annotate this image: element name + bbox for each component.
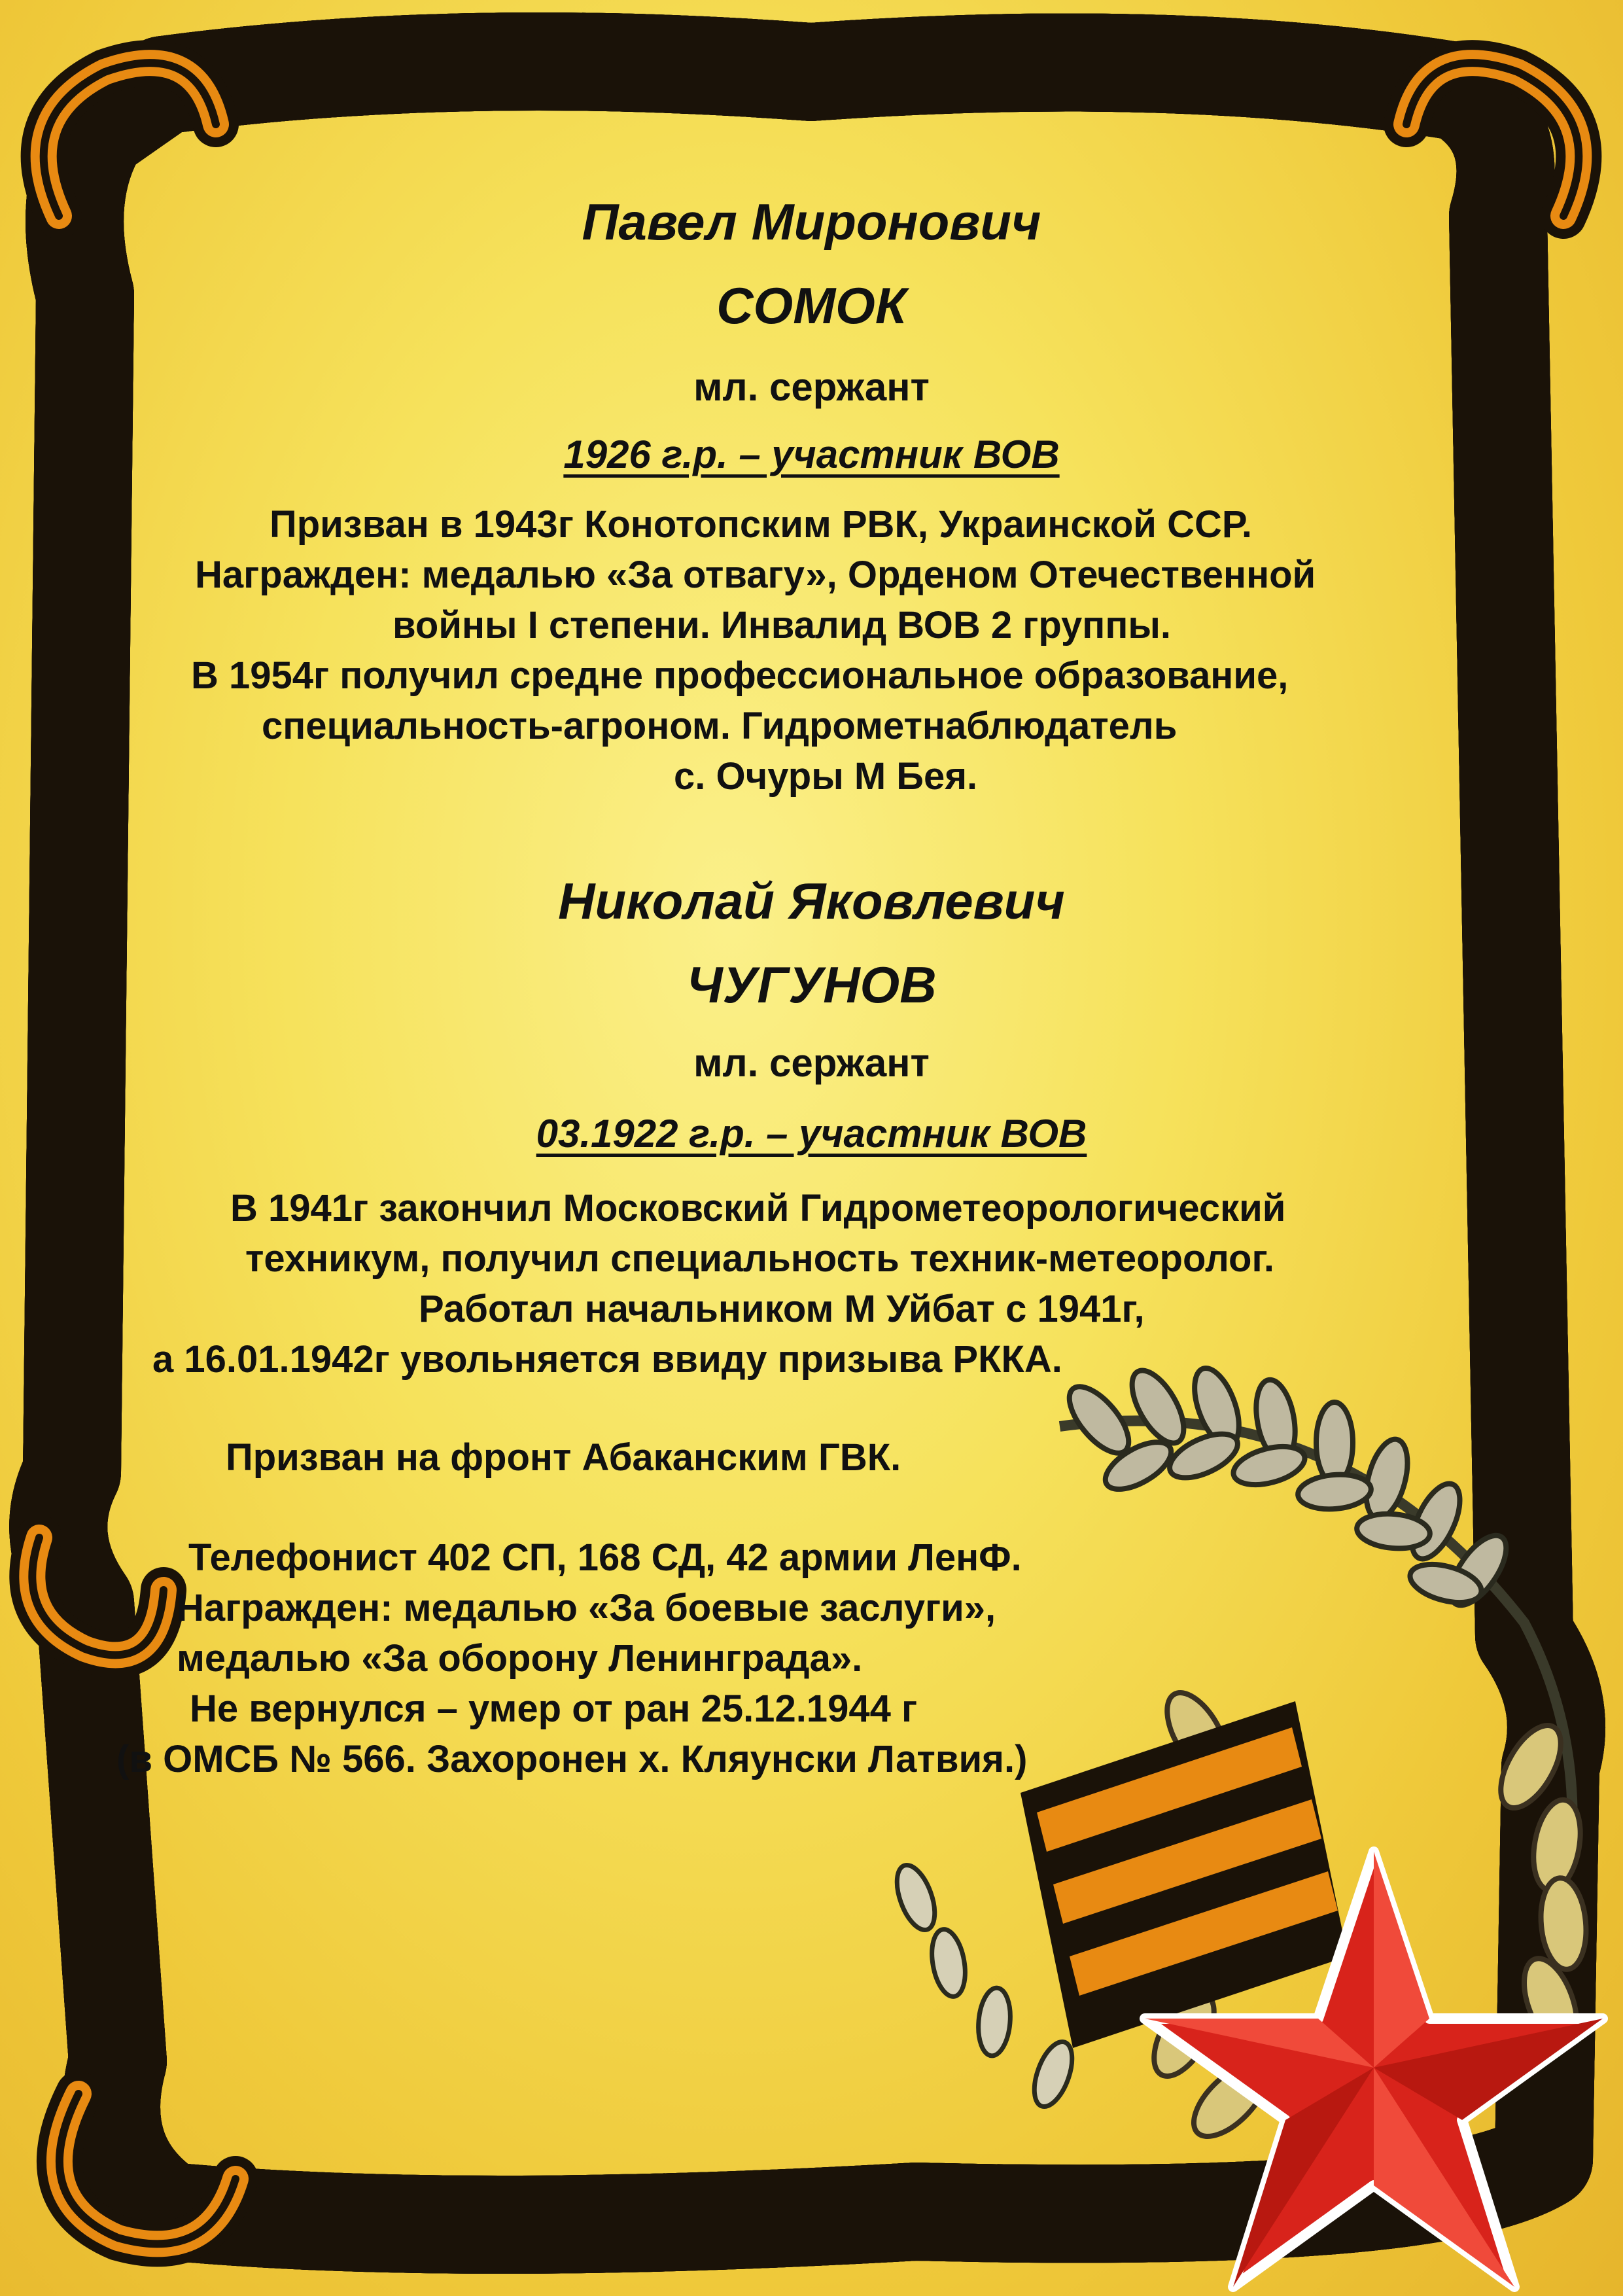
person2-bio-line: Не вернулся – умер от ран 25.12.1944 г bbox=[190, 1687, 918, 1730]
person2-first-names: Николай Яковлевич bbox=[558, 872, 1065, 930]
person1-bio-line: Награжден: медалью «За отвагу», Орденом Отечественной bbox=[195, 554, 1316, 596]
person2-bio-line: (в ОМСБ № 566. Захоронен х. Кляунски Латвия.) bbox=[116, 1738, 1028, 1780]
person2-bio-line: техникум, получил специальность техник-метеоролог. bbox=[245, 1237, 1274, 1280]
person2-bio-line: Награжден: медалью «За боевые заслуги», bbox=[177, 1587, 996, 1629]
person2-bio-line: медалью «За оборону Ленинграда». bbox=[177, 1637, 863, 1680]
person1-bio-line: войны I степени. Инвалид ВОВ 2 группы. bbox=[393, 604, 1172, 646]
person2-rank: мл. сержант bbox=[693, 1041, 930, 1085]
person2-bio-line: Работал начальником М Уйбат с 1941г, bbox=[419, 1288, 1145, 1330]
person1-bio-line: Призван в 1943г Конотопским РВК, Украинской ССР. bbox=[270, 503, 1252, 546]
person2-bio-line: а 16.01.1942г увольняется ввиду призыва РККА. bbox=[152, 1338, 1062, 1381]
person2-born: 03.1922 г.р. – участник ВОВ bbox=[536, 1112, 1087, 1156]
person1-bio-line: В 1954г получил средне профессиональное образование, bbox=[191, 654, 1289, 697]
person2-surname: ЧУГУНОВ bbox=[686, 956, 937, 1014]
person2-bio-line: Телефонист 402 СП, 168 СД, 42 армии ЛенФ. bbox=[188, 1536, 1022, 1579]
person1-born: 1926 г.р. – участник ВОВ bbox=[563, 433, 1060, 476]
person2-bio-line: В 1941г закончил Московский Гидрометеорологический bbox=[230, 1187, 1286, 1229]
person1-rank: мл. сержант bbox=[693, 365, 930, 409]
person1-surname: СОМОК bbox=[716, 277, 907, 334]
person2-bio-line: Призван на фронт Абаканским ГВК. bbox=[226, 1436, 901, 1479]
person1-first-names: Павел Миронович bbox=[582, 193, 1041, 251]
person1-bio-line: с. Очуры М Бея. bbox=[674, 755, 978, 798]
person1-bio-line: специальность-агроном. Гидрометнаблюдатель bbox=[262, 705, 1178, 747]
